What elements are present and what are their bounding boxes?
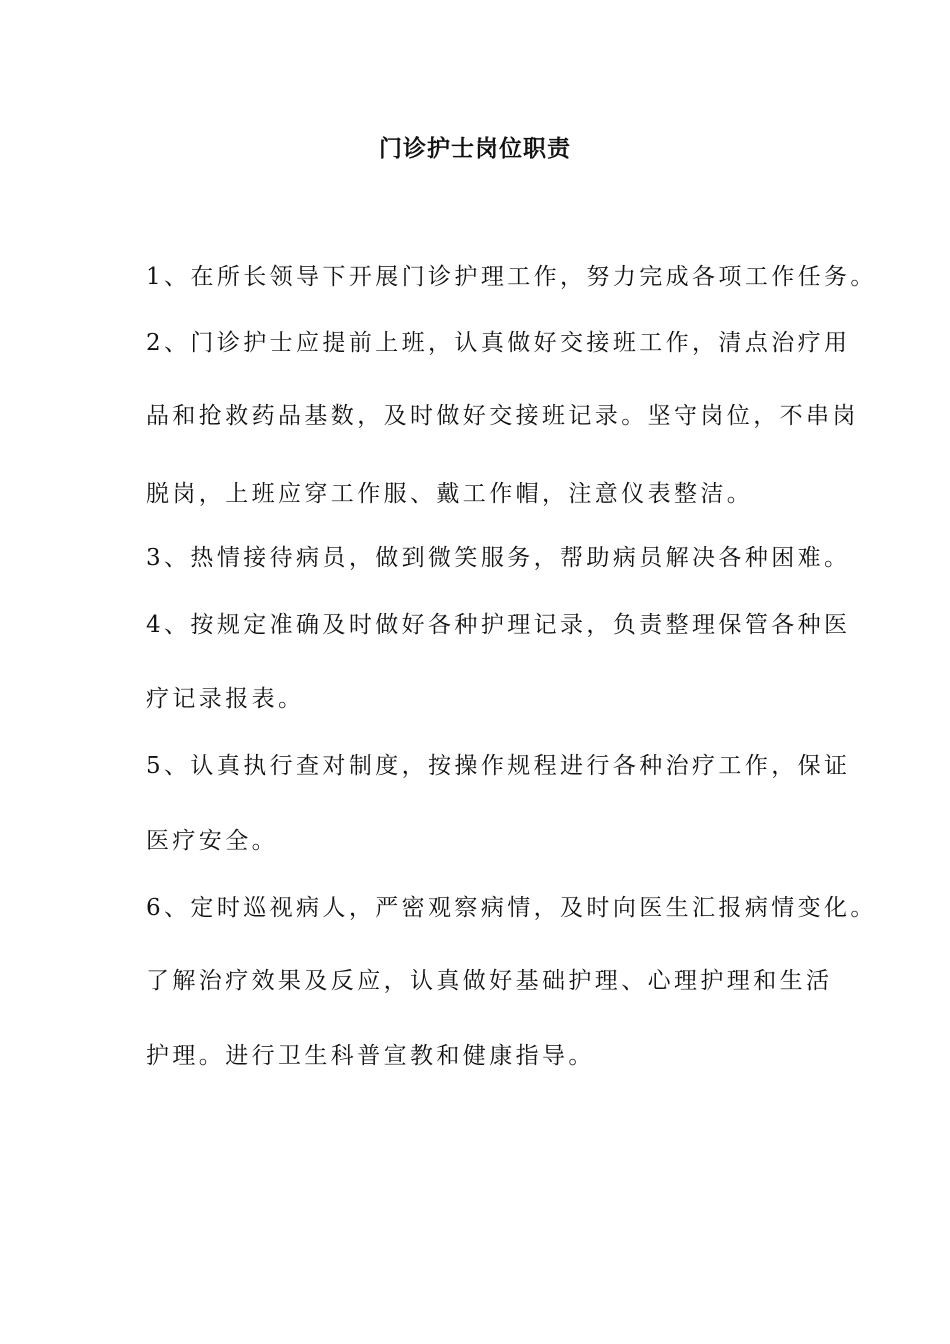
text-line-5: 3、热情接待病员，做到微笑服务，帮助病员解决各种困难。 — [146, 545, 851, 571]
text-line-3: 品和抢救药品基数，及时做好交接班记录。坚守岗位，不串岗 — [146, 403, 859, 429]
text-line-4: 脱岗，上班应穿工作服、戴工作帽，注意仪表整洁。 — [146, 481, 754, 507]
text-line-2: 2、门诊护士应提前上班，认真做好交接班工作，清点治疗用 — [146, 330, 851, 356]
text-line-9: 医疗安全。 — [146, 828, 278, 854]
text-line-6: 4、按规定准确及时做好各种护理记录，负责整理保管各种医 — [146, 612, 851, 638]
text-line-8: 5、认真执行查对制度，按操作规程进行各种治疗工作，保证 — [146, 753, 851, 779]
text-line-7: 疗记录报表。 — [146, 686, 305, 712]
text-line-11: 了解治疗效果及反应，认真做好基础护理、心理护理和生活 — [146, 968, 833, 994]
text-line-12: 护理。进行卫生科普宣教和健康指导。 — [146, 1043, 595, 1069]
text-line-1: 1、在所长领导下开展门诊护理工作，努力完成各项工作任务。 — [146, 264, 877, 290]
text-line-10: 6、定时巡视病人，严密观察病情，及时向医生汇报病情变化。 — [146, 895, 877, 921]
document-title: 门诊护士岗位职责 — [379, 135, 571, 162]
